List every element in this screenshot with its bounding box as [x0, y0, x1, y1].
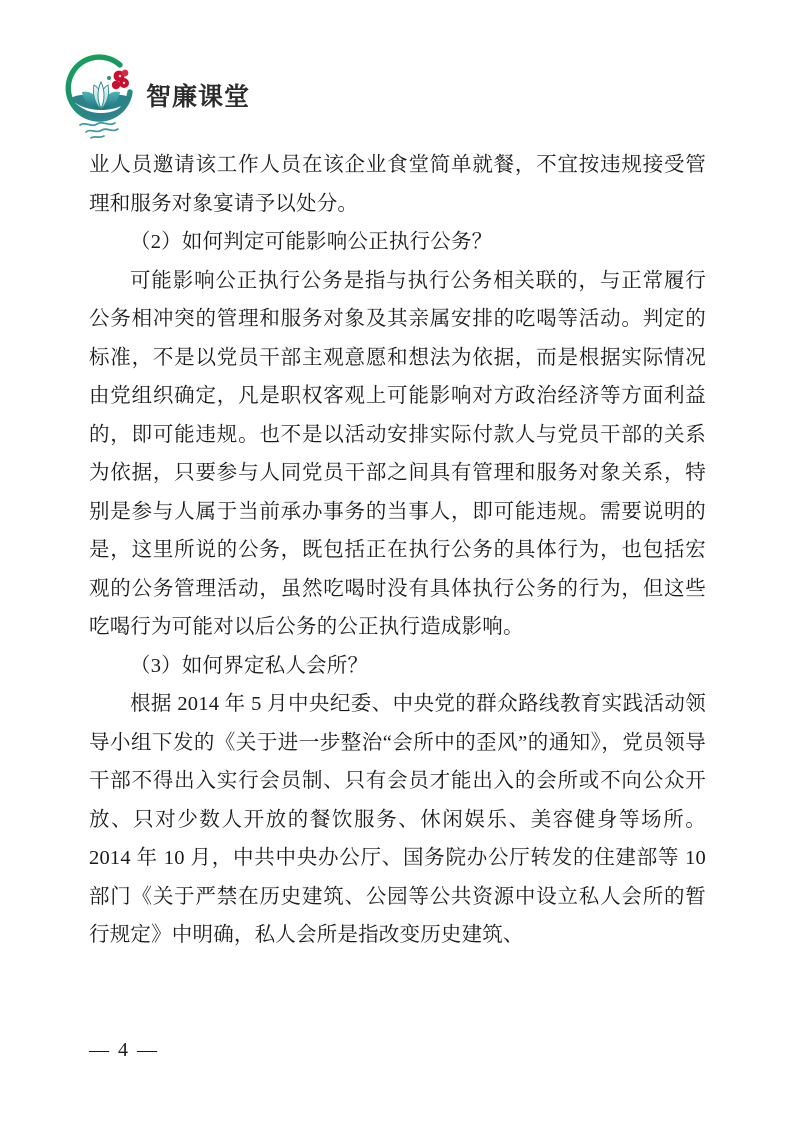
- heading-question-2: （2）如何判定可能影响公正执行公务？: [130, 231, 493, 253]
- paragraph-answer-2: 可能影响公正执行公务是指与执行公务相关联的，与正常履行公务相冲突的管理和服务对象及其亲属安排的吃喝等活动。判定的标准，不是以党员干部主观意愿和想法为依据，而是根据实际情况由党组织确定，凡是职权客观上可能影响对方政治经济等方面利益的，即可能违规。也不是以活动安排实际付款人与党员干部的关系为依据，只要参与人同党员干部之间具有管理和服务对象关系，特别是参与人属于当前承办事务的当事人，即可能违规。需要说明的是，这里所说的公务，既包括正在执行公务的具体行为，也包括宏观的公务管理活动，虽然吃喝时没有具体执行公务的行为，但这些吃喝行为可能对以后公务的公正执行造成影响。: [89, 269, 706, 638]
- document-body: [89, 146, 706, 955]
- page-number: — 4 —: [89, 1039, 159, 1061]
- page-footer: [89, 1036, 706, 1064]
- seal-accent: [112, 70, 129, 90]
- page-header: [58, 52, 358, 144]
- brand-title: 智廉课堂: [146, 82, 251, 111]
- paragraph-answer-3: 根据 2014 年 5 月中央纪委、中央党的群众路线教育实践活动领导小组下发的《关于进一步整治“会所中的歪风”的通知》，党员领导干部不得出入实行会员制、只有会员才能出入的会所或不向公众开放、只对少数人开放的餐饮服务、休闲娱乐、美容健身等场所。2014 年 10 月，中共中央办公厅、国务院办公厅转发的住建部等 10 部门《关于严禁在历史建筑、公园等公共资源中设立私人会所的暂行规定》中明确，私人会所是指改变历史建筑、: [89, 693, 706, 946]
- heading-question-3: （3）如何界定私人会所？: [130, 654, 369, 677]
- paragraph-continued: 业人员邀请该工作人员在该企业食堂简单就餐，不宜按违规接受管理和服务对象宴请予以处分。: [89, 154, 706, 215]
- lotus-seal-logo: [58, 54, 144, 142]
